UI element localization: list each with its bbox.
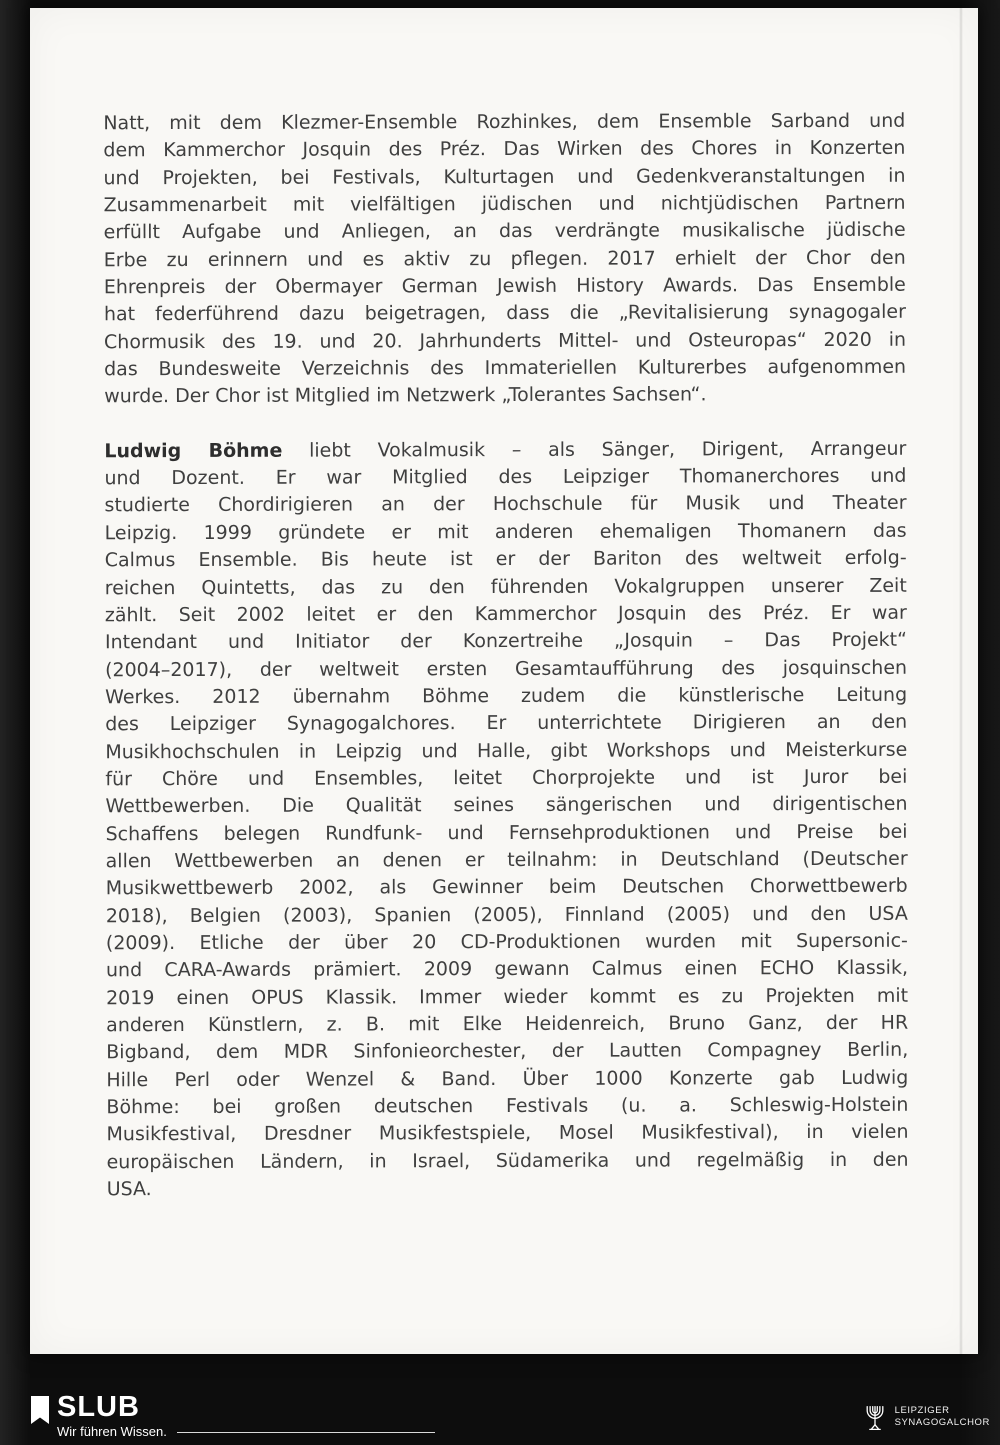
- text-line: und Projekten, bei Festivals, Kulturtagen und Gedenkveranstaltungen in: [103, 164, 906, 189]
- text-line: Böhme: bei großen deutschen Festivals (u. a. Schleswig-Holstein: [106, 1093, 909, 1119]
- text-line: Musikwettbewerb 2002, als Gewinner beim Deutschen Chorwettbewerb: [105, 875, 908, 900]
- slub-tagline: Wir führen Wissen.: [57, 1424, 167, 1439]
- text-line: Schaffens belegen Rundfunk- und Fernsehproduktionen und Preise bei: [105, 820, 908, 845]
- text-line: Erbe zu erinnern und es aktiv zu pflegen. 2017 erhielt der Chor den: [103, 246, 906, 271]
- text-line: 2018), Belgien (2003), Spanien (2005), Finnland (2005) und den USA: [105, 902, 908, 927]
- text-line: Hille Perl oder Wenzel & Band. Über 1000 Konzerte gab Ludwig: [106, 1066, 909, 1091]
- paragraph-chor: [103, 108, 906, 411]
- text-line: zählt. Seit 2002 leitet er den Kammerchor Josquin des Préz. Er war: [104, 601, 907, 627]
- text-line: Chormusik des 19. und 20. Jahrhunderts Mittel- und Osteuropas“ 2020 in: [103, 328, 907, 354]
- slub-text-column: [57, 1393, 435, 1439]
- text-line: (2004–2017), der weltweit ersten Gesamtaufführung des josquinschen: [105, 656, 908, 681]
- text-line: und CARA-Awards prämiert. 2009 gewann Calmus einen ECHO Klassik,: [105, 957, 909, 982]
- text-line: und Dozent. Er war Mitglied des Leipziger Thomanerchores und: [104, 464, 907, 490]
- text-line: allen Wettbewerben an denen er teilnahm: in Deutschland (Deutscher: [105, 847, 908, 873]
- scanned-page: [30, 8, 978, 1354]
- text-line: Bigband, dem MDR Sinfonieorchester, der Lautten Compagney Berlin,: [106, 1039, 909, 1064]
- text-line: (2009). Etliche der über 20 CD-Produktionen wurden mit Supersonic-: [105, 929, 908, 955]
- text-line: [104, 436, 906, 466]
- text-span: liebt Vokalmusik – als Sänger, Dirigent, Arrangeur: [282, 437, 907, 462]
- text-line: Werkes. 2012 übernahm Böhme zudem die künstlerische Leitung: [105, 683, 908, 709]
- text-line: studierte Chordirigieren an der Hochschule für Musik und Theater: [104, 492, 907, 517]
- slub-tagline-row: [57, 1425, 435, 1439]
- text-line: 2019 einen OPUS Klassik. Immer wieder kommt es zu Projekten mit: [106, 984, 909, 1009]
- text-line: wurde. Der Chor ist Mitglied im Netzwerk „Tolerantes Sachsen“.: [104, 383, 707, 408]
- menorah-icon: [862, 1399, 888, 1435]
- text-line: Intendant und Initiator der Konzertreihe „Josquin – Das Projekt“: [104, 628, 907, 654]
- text-line: Wettbewerben. Die Qualität seines sängerischen und dirigentischen: [105, 792, 908, 818]
- footer-bar: [0, 1350, 1000, 1445]
- text-line: dem Kammerchor Josquin des Préz. Das Wirken des Chores in Konzerten: [103, 137, 906, 162]
- paragraph-ludwig-boehme: [104, 436, 908, 1204]
- footer-rule: [177, 1432, 435, 1433]
- text-line: des Leipziger Synagogalchores. Er unterrichtete Dirigieren an den: [105, 710, 908, 736]
- text-line: das Bundesweite Verzeichnis des Immateriellen Kulturerbes aufgenommen: [104, 355, 907, 381]
- text-line: anderen Künstlern, z. B. mit Elke Heidenreich, Bruno Ganz, der HR: [106, 1011, 909, 1037]
- text-line: Leipzig. 1999 gründete er mit anderen ehemaligen Thomanern das: [104, 519, 907, 545]
- org-name-line2: SYNAGOGALCHOR: [894, 1417, 990, 1428]
- text-line: Musikhochschulen in Leipzig und Halle, gibt Workshops und Meisterkurse: [105, 738, 908, 763]
- bold-name: Ludwig Böhme: [104, 439, 283, 463]
- text-line: Zusammenarbeit mit vielfältigen jüdischen und nichtjüdischen Partnern: [103, 191, 906, 217]
- text-line: reichen Quintetts, das zu den führenden Vokalgruppen unserer Zeit: [104, 574, 907, 599]
- slub-logo-icon: [30, 1395, 50, 1425]
- text-line: Natt, mit dem Klezmer-Ensemble Rozhinkes, dem Ensemble Sarband und: [103, 109, 906, 135]
- text-line: Musikfestival, Dresdner Musikfestspiele, Mosel Musikfestival), in vielen: [106, 1121, 909, 1146]
- text-line: erfüllt Aufgabe und Anliegen, an das verdrängte musikalische jüdische: [103, 219, 906, 244]
- text-line: europäischen Ländern, in Israel, Südamerika und regelmäßig in den: [106, 1148, 909, 1173]
- text-line: hat federführend dazu beigetragen, dass die „Revitalisierung synagogaler: [103, 301, 906, 326]
- synagogalchor-logo: [862, 1399, 990, 1435]
- text-line: für Chöre und Ensembles, leitet Chorprojekte und ist Juror bei: [105, 765, 908, 791]
- text-line: Calmus Ensemble. Bis heute ist er der Bariton des weltweit erfolg-: [104, 546, 907, 572]
- org-name-line1: LEIPZIGER: [894, 1405, 950, 1416]
- org-name: [895, 1405, 990, 1429]
- slub-logo: [30, 1393, 435, 1439]
- slub-wordmark: SLUB: [57, 1391, 140, 1423]
- page-text: [103, 108, 908, 1204]
- text-line: USA.: [106, 1178, 152, 1201]
- text-line: Ehrenpreis der Obermayer German Jewish History Awards. Das Ensemble: [103, 273, 906, 299]
